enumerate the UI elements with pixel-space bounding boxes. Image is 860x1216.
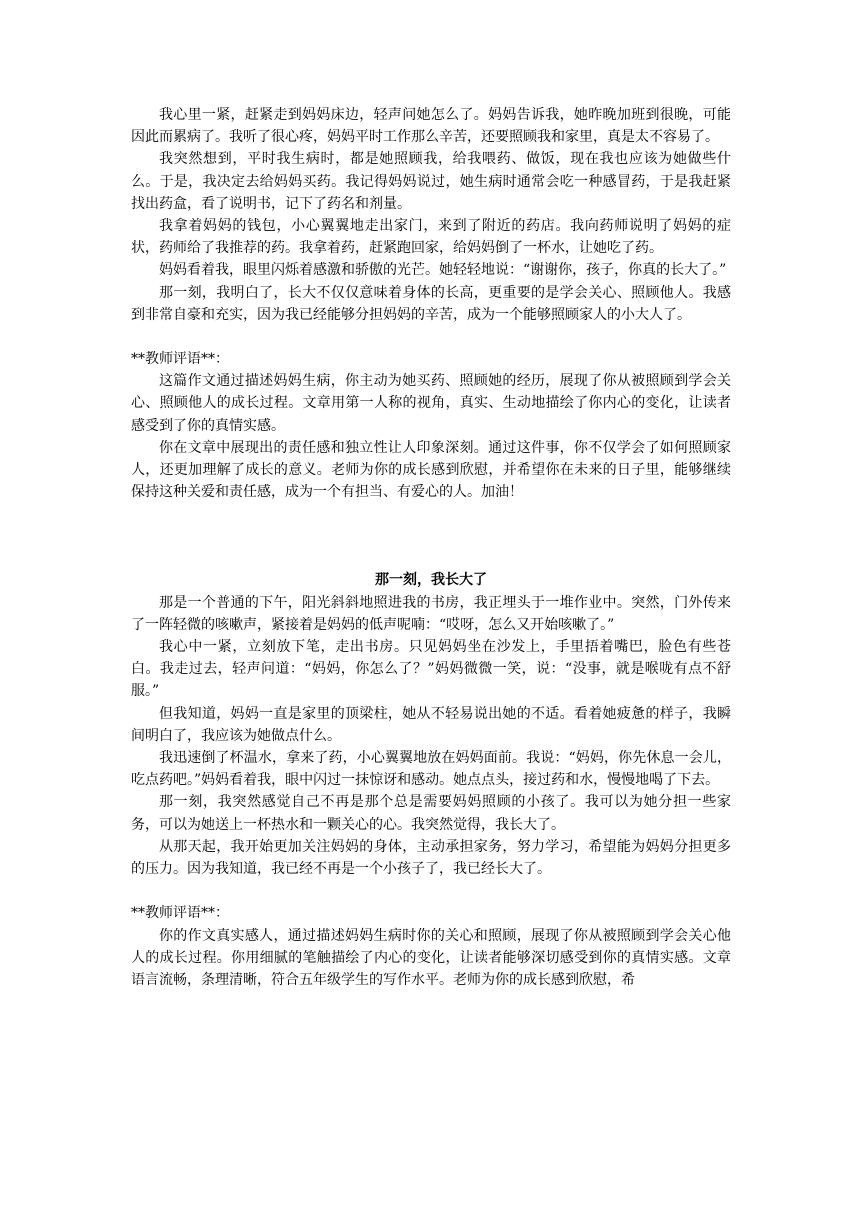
teacher-comment-2 (131, 902, 731, 991)
essay1-paragraph: 我突然想到，平时我生病时，都是她照顾我，给我喂药、做饭，现在我也应该为她做些什么。于是，我决定去给妈妈买药。我记得妈妈说过，她生病时通常会吃一种感冒药，于是我赶紧找出药盒，看了说明书，记下了药名和剂量。 (131, 151, 731, 212)
essay1-paragraph: 我心里一紧，赶紧走到妈妈床边，轻声问她怎么了。妈妈告诉我，她昨晚加班到很晚，可能因此而累病了。我听了很心疼，妈妈平时工作那么辛苦，还要照顾我和家里，真是太不容易了。 (131, 107, 731, 146)
teacher-comment-label: **教师评语**： (131, 351, 229, 368)
essay1-body (131, 104, 731, 326)
teacher-comment-label: **教师评语**： (131, 905, 229, 922)
spacer (131, 880, 731, 902)
essay2-paragraph: 从那天起，我开始更加关注妈妈的身体，主动承担家务，努力学习，希望能为妈妈分担更多的压力。因为我知道，我已经不再是一个小孩子了，我已经长大了。 (131, 838, 731, 878)
essay-title: 那一刻，我长大了 (375, 572, 487, 589)
essay1-paragraph: 妈妈看着我，眼里闪烁着感激和骄傲的光芒。她轻轻地说：“谢谢你，孩子，你真的长大了。” (159, 262, 727, 279)
essay2 (131, 569, 731, 880)
essay2-paragraph: 我迅速倒了杯温水，拿来了药，小心翼翼地放在妈妈面前。我说：“妈妈，你先休息一会儿，吃点药吧。”妈妈看着我，眼中闪过一抹惊讶和感动。她点点头，接过药和水，慢慢地喝了下去。 (131, 750, 731, 789)
teacher-comment-paragraph: 你的作文真实感人，通过描述妈妈生病时你的关心和照顾，展现了你从被照顾到学会关心他人的成长过程。你用细腻的笔触描绘了内心的变化，让读者能够深切感受到你的真情实感。文章语言流畅，条理清晰，符合五年级学生的写作水平。老师为你的成长感到欣慰，希 (131, 927, 731, 988)
essay2-paragraph: 我心中一紧，立刻放下笔，走出书房。只见妈妈坐在沙发上，手里捂着嘴巴，脸色有些苍白。我走过去，轻声问道：“妈妈，你怎么了？”妈妈微微一笑，说：“没事，就是喉咙有点不舒服。” (131, 639, 731, 700)
teacher-comment-1 (131, 348, 731, 503)
document-page (131, 104, 731, 991)
spacer (131, 503, 731, 569)
essay1-paragraph: 我拿着妈妈的钱包，小心翼翼地走出家门，来到了附近的药店。我向药师说明了妈妈的症状，药师给了我推荐的药。我拿着药，赶紧跑回家，给妈妈倒了一杯水，让她吃了药。 (131, 218, 731, 257)
essay2-paragraph: 但我知道，妈妈一直是家里的顶梁柱，她从不轻易说出她的不适。看着她疲惫的样子，我瞬间明白了，我应该为她做点什么。 (131, 705, 731, 744)
essay2-paragraph: 那是一个普通的下午，阳光斜斜地照进我的书房，我正埋头于一堆作业中。突然，门外传来了一阵轻微的咳嗽声，紧接着是妈妈的低声呢喃：“哎呀，怎么又开始咳嗽了。” (131, 594, 731, 633)
essay2-paragraph: 那一刻，我突然感觉自己不再是那个总是需要妈妈照顾的小孩了。我可以为她分担一些家务，可以为她送上一杯热水和一颗关心的心。我突然觉得，我长大了。 (131, 794, 731, 833)
teacher-comment-paragraph: 这篇作文通过描述妈妈生病，你主动为她买药、照顾她的经历，展现了你从被照顾到学会关心、照顾他人的成长过程。文章用第一人称的视角，真实、生动地描绘了你内心的变化，让读者感受到了你的真情实感。 (131, 373, 731, 434)
teacher-comment-paragraph: 你在文章中展现出的责任感和独立性让人印象深刻。通过这件事，你不仅学会了如何照顾家人，还更加理解了成长的意义。老师为你的成长感到欣慰，并希望你在未来的日子里，能够继续保持这种关爱和责任感，成为一个有担当、有爱心的人。加油！ (131, 439, 731, 501)
essay1-paragraph: 那一刻，我明白了，长大不仅仅意味着身体的长高，更重要的是学会关心、照顾他人。我感到非常自豪和充实，因为我已经能够分担妈妈的辛苦，成为一个能够照顾家人的小大人了。 (131, 284, 731, 323)
spacer (131, 326, 731, 348)
